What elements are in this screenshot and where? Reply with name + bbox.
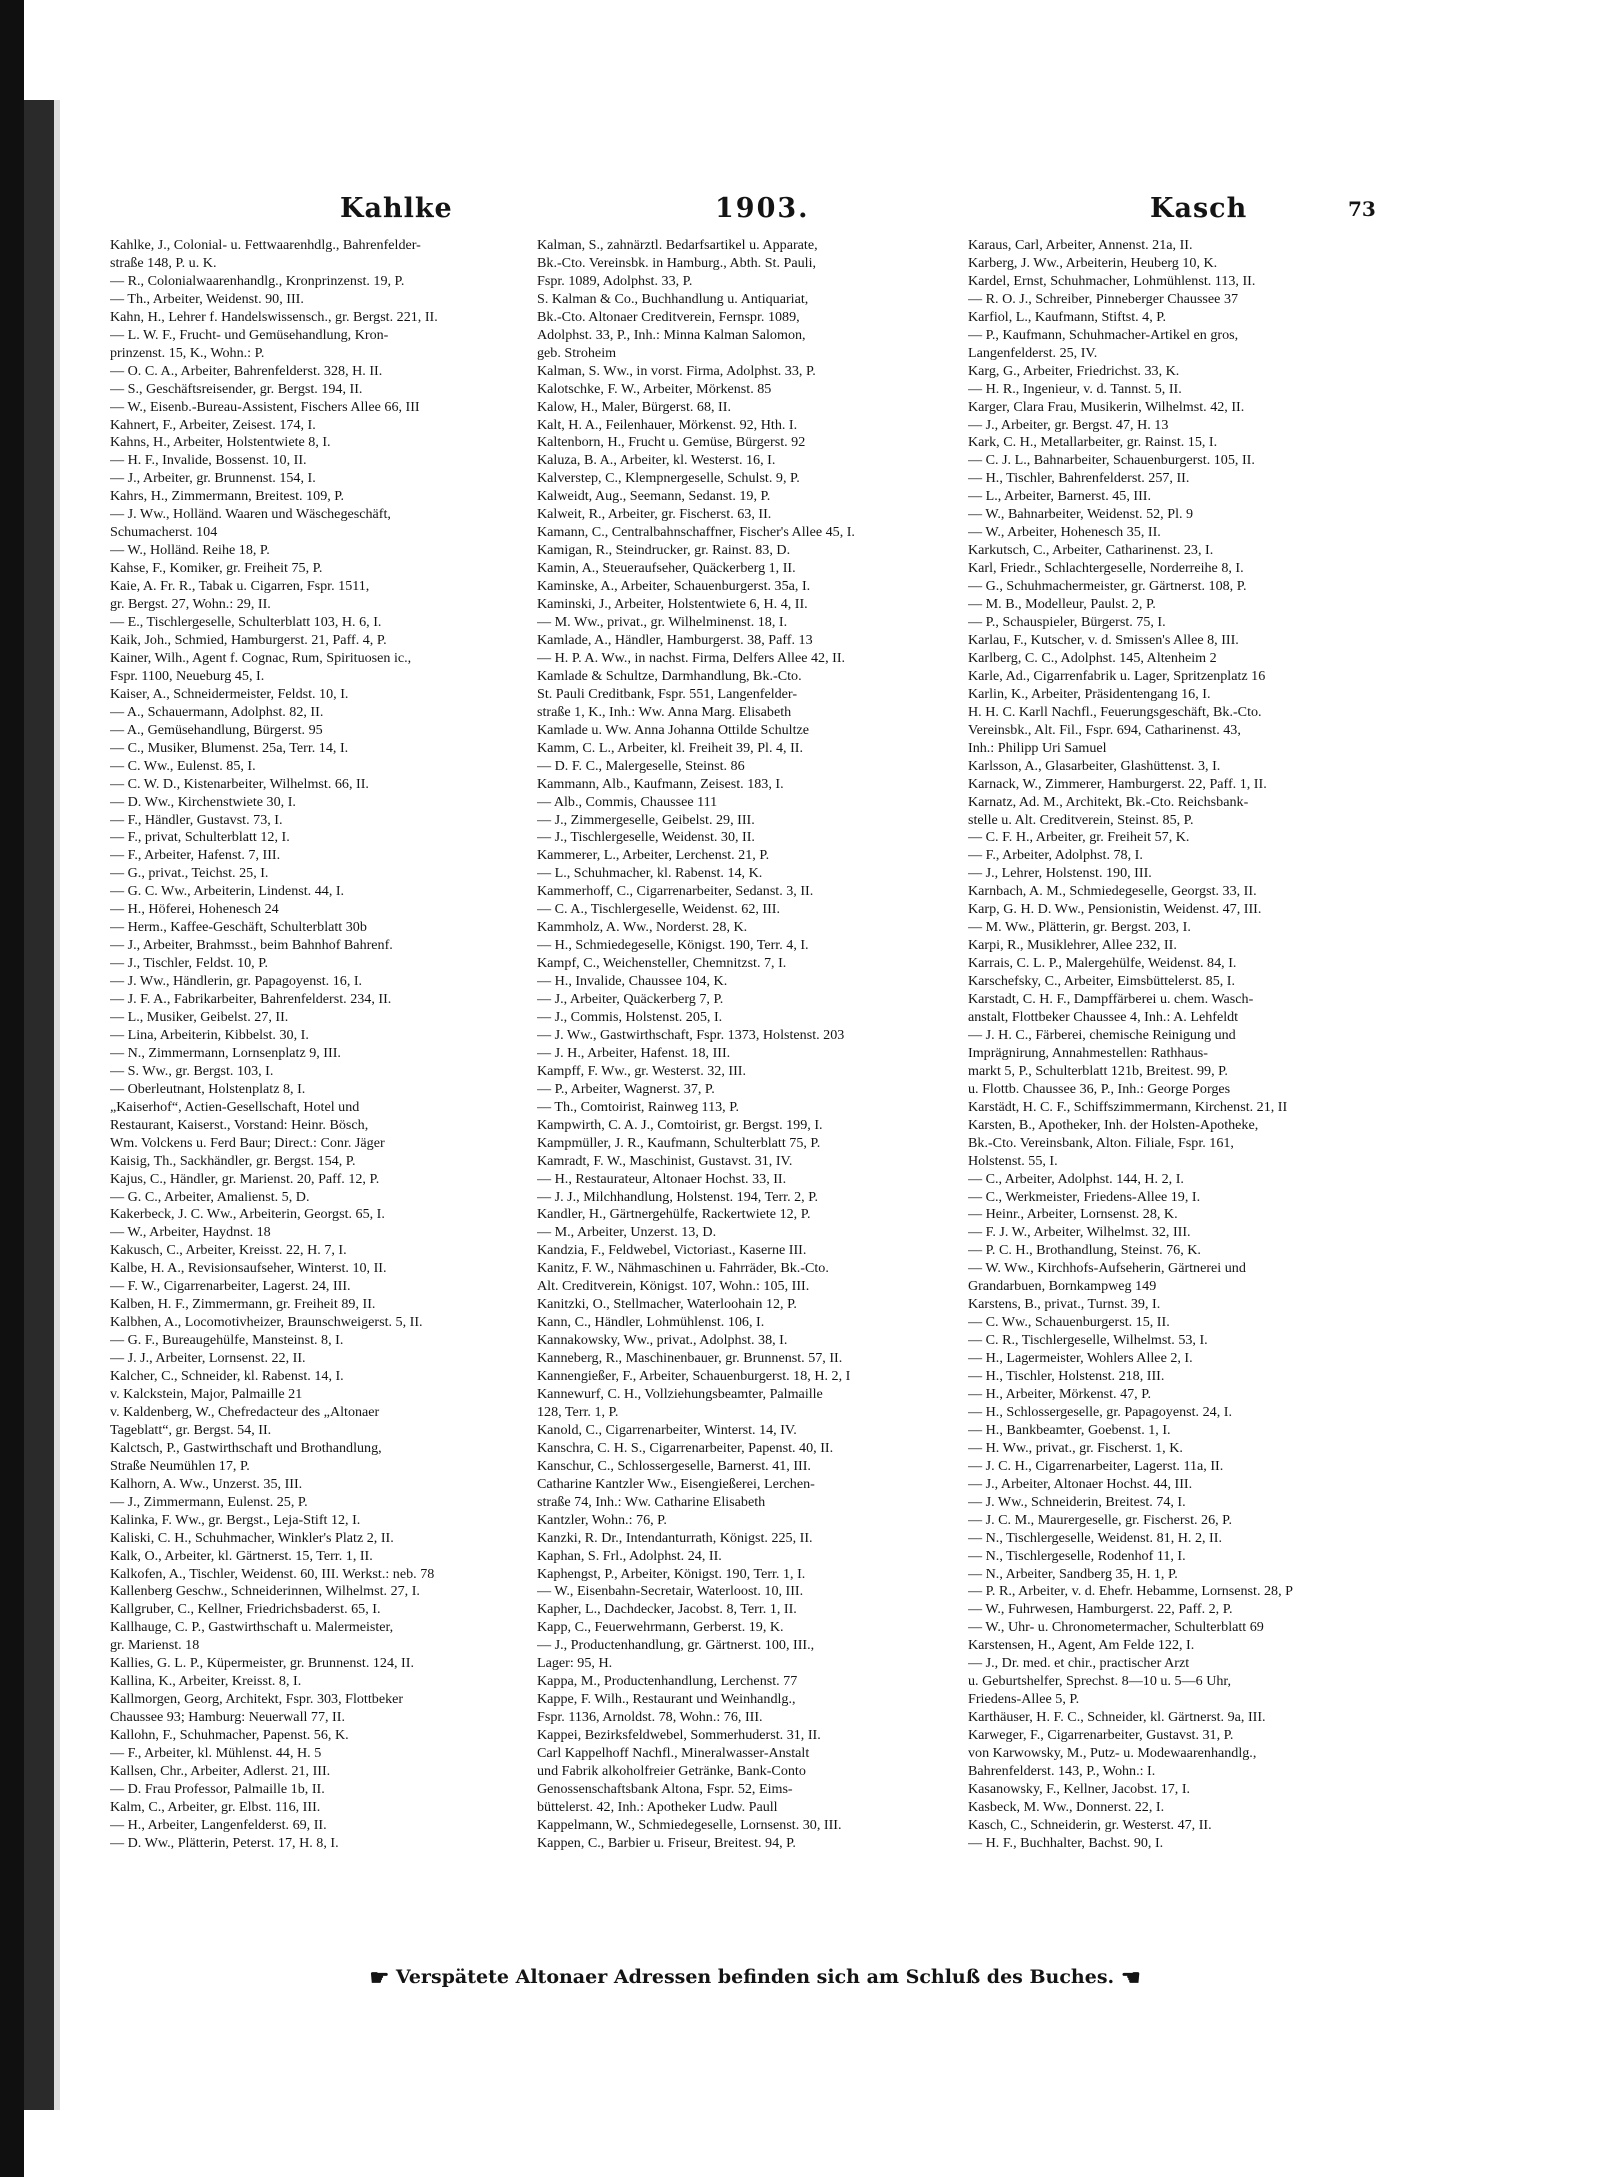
directory-entry-line: — A., Schauermann, Adolphst. 82, II. bbox=[110, 703, 324, 720]
directory-entry-line: — Oberleutnant, Holstenplatz 8, I. bbox=[110, 1080, 306, 1097]
directory-entry-line: Bahrenfelderst. 143, P., Wohn.: I. bbox=[968, 1763, 1156, 1780]
directory-entry-line: — H., Lagermeister, Wohlers Allee 2, I. bbox=[968, 1350, 1193, 1367]
directory-entry-line: — H., Schmiedegeselle, Königst. 190, Terr. 4, I. bbox=[537, 937, 809, 954]
directory-entry-line: — F., privat, Schulterblatt 12, I. bbox=[110, 829, 290, 846]
directory-entry-line: Kaphengst, P., Arbeiter, Königst. 190, Terr. 1, I. bbox=[537, 1565, 806, 1582]
footer-notice: Verspätete Altonaer Adressen befinden sich am Schluß des Buches. bbox=[395, 1966, 1115, 1988]
directory-entry-line: Karkutsch, C., Arbeiter, Catharinenst. 23, I. bbox=[968, 542, 1214, 559]
directory-entry-line: — H., Tischler, Holstenst. 218, III. bbox=[968, 1368, 1165, 1385]
directory-entry-line: anstalt, Flottbeker Chaussee 4, Inh.: A. Lehfeldt bbox=[968, 1008, 1239, 1025]
directory-entry-line: — H., Invalide, Chaussee 104, K. bbox=[537, 973, 728, 990]
directory-entry-line: — J., Zimmermann, Eulenst. 25, P. bbox=[110, 1493, 308, 1510]
directory-entry-line: — C., Arbeiter, Adolphst. 144, H. 2, I. bbox=[968, 1170, 1184, 1187]
directory-entry-line: u. Geburtshelfer, Sprechst. 8—10 u. 5—6 Uhr, bbox=[968, 1673, 1232, 1690]
directory-entry-line: straße 1, K., Inh.: Ww. Anna Marg. Elisabeth bbox=[537, 703, 792, 720]
directory-entry-line: — J., Tischlergeselle, Weidenst. 30, II. bbox=[537, 829, 755, 846]
directory-entry-line: Kamlade, A., Händler, Hamburgerst. 38, Paff. 13 bbox=[537, 631, 813, 648]
directory-entry-line: Karp, G. H. D. Ww., Pensionistin, Weidenst. 47, III. bbox=[968, 901, 1262, 918]
directory-entry-line: straße 74, Inh.: Ww. Catharine Elisabeth bbox=[537, 1493, 766, 1510]
directory-entry-line: — J. H. C., Färberei, chemische Reinigung und bbox=[968, 1026, 1236, 1043]
column-left bbox=[110, 237, 520, 1853]
directory-entry-line: Kaisig, Th., Sackhändler, gr. Bergst. 154, P. bbox=[110, 1152, 356, 1169]
directory-entry-line: — H., Arbeiter, Mörkenst. 47, P. bbox=[968, 1386, 1152, 1402]
directory-entry-line: Kaiser, A., Schneidermeister, Feldst. 10, I. bbox=[110, 685, 349, 702]
directory-entry-line: Kalkofen, A., Tischler, Weidenst. 60, III. Werkst.: neb. 78 bbox=[110, 1565, 435, 1582]
directory-entry-line: Kapp, C., Feuerwehrmann, Gerberst. 19, K. bbox=[537, 1619, 784, 1636]
directory-entry-line: — H., Bankbeamter, Goebenst. 1, I. bbox=[968, 1421, 1171, 1438]
directory-entry-line: Karnatz, Ad. M., Architekt, Bk.-Cto. Reichsbank- bbox=[968, 793, 1249, 810]
directory-entry-line: — F., Arbeiter, kl. Mühlenst. 44, H. 5 bbox=[110, 1745, 322, 1762]
directory-entry-line: v. Kalckstein, Major, Palmaille 21 bbox=[110, 1386, 303, 1402]
directory-entry-line: — J. J., Arbeiter, Lornsenst. 22, II. bbox=[110, 1350, 306, 1367]
directory-entry-line: Kammann, Alb., Kaufmann, Zeisest. 183, I. bbox=[537, 775, 784, 792]
directory-entry-line: — D. Ww., Kirchenstwiete 30, I. bbox=[110, 793, 296, 810]
directory-entry-line: — D. Ww., Plätterin, Peterst. 17, H. 8, I. bbox=[110, 1834, 339, 1851]
directory-entry-line: — N., Arbeiter, Sandberg 35, H. 1, P. bbox=[968, 1565, 1178, 1582]
directory-entry-line: — J., Zimmergeselle, Geibelst. 29, III. bbox=[537, 811, 755, 828]
directory-entry-line: Kamlade u. Ww. Anna Johanna Ottilde Schultze bbox=[537, 721, 810, 738]
directory-entry-line: — J. Ww., Händlerin, gr. Papagoyenst. 16, I. bbox=[110, 973, 363, 990]
directory-entry-line: Restaurant, Kaiserst., Vorstand: Heinr. Bösch, bbox=[110, 1116, 369, 1133]
directory-entry-line: Kahnert, F., Arbeiter, Zeisest. 174, I. bbox=[110, 416, 316, 433]
directory-entry-line: Kammerer, L., Arbeiter, Lerchenst. 21, P. bbox=[537, 847, 770, 864]
directory-entry-line: Adolphst. 33, P., Inh.: Minna Kalman Salomon, bbox=[537, 326, 806, 343]
directory-entry-line: 128, Terr. 1, P. bbox=[537, 1403, 619, 1420]
directory-entry-line: — G. C. Ww., Arbeiterin, Lindenst. 44, I. bbox=[110, 883, 345, 900]
directory-entry-line: Kallmorgen, Georg, Architekt, Fspr. 303, Flottbeker bbox=[110, 1691, 404, 1708]
directory-entry-line: prinzenst. 15, K., Wohn.: P. bbox=[110, 344, 265, 361]
directory-entry-line: „Kaiserhof“, Actien-Gesellschaft, Hotel und bbox=[110, 1098, 360, 1115]
directory-entry-line: — L., Musiker, Geibelst. 27, II. bbox=[110, 1008, 289, 1025]
directory-entry-line: — H. R., Ingenieur, v. d. Tannst. 5, II. bbox=[968, 380, 1182, 397]
directory-entry-line: Kannewurf, C. H., Vollziehungsbeamter, Palmaille bbox=[537, 1386, 823, 1402]
directory-entry-line: Kalverstep, C., Klempnergeselle, Schulst. 9, P. bbox=[537, 470, 800, 487]
directory-entry-line: Kalcher, C., Schneider, kl. Rabenst. 14, I. bbox=[110, 1368, 344, 1385]
directory-entry-line: Karberg, J. Ww., Arbeiterin, Heuberg 10, K. bbox=[968, 254, 1218, 271]
directory-entry-line: Kallhauge, C. P., Gastwirthschaft u. Malermeister, bbox=[110, 1619, 394, 1636]
directory-entry-line: Karschefsky, C., Arbeiter, Eimsbüttelerst. 85, I. bbox=[968, 973, 1236, 990]
directory-entry-line: Kalbe, H. A., Revisionsaufseher, Winterst. 10, II. bbox=[110, 1260, 387, 1277]
directory-entry-line: — J. H., Arbeiter, Hafenst. 18, III. bbox=[537, 1044, 731, 1061]
directory-entry-line: Bk.-Cto. Altonaer Creditverein, Fernspr. 1089, bbox=[537, 308, 800, 325]
directory-entry-line: Inh.: Philipp Uri Samuel bbox=[968, 739, 1107, 756]
directory-entry-line: — C. R., Tischlergeselle, Wilhelmst. 53, I. bbox=[968, 1332, 1208, 1349]
directory-entry-line: Lager: 95, H. bbox=[537, 1655, 613, 1672]
directory-entry-line: Karle, Ad., Cigarrenfabrik u. Lager, Spritzenplatz 16 bbox=[968, 667, 1266, 684]
directory-entry-line: Kammholz, A. Ww., Norderst. 28, K. bbox=[537, 919, 748, 936]
directory-entry-line: Kanitz, F. W., Nähmaschinen u. Fahrräder, Bk.-Cto. bbox=[537, 1260, 829, 1277]
directory-entry-line: Friedens-Allee 5, P. bbox=[968, 1691, 1080, 1708]
scan-edge bbox=[0, 0, 24, 2177]
directory-entry-line: Kallina, K., Arbeiter, Kreisst. 8, I. bbox=[110, 1673, 302, 1690]
directory-entry-line: Kampf, C., Weichensteller, Chemnitzst. 7, I. bbox=[537, 955, 787, 972]
directory-entry-line: Kanzki, R. Dr., Intendanturrath, Königst. 225, II. bbox=[537, 1529, 813, 1546]
directory-entry-line: Kampwirth, C. A. J., Comtoirist, gr. Bergst. 199, I. bbox=[537, 1116, 823, 1133]
directory-entry-line: Karlsson, A., Glasarbeiter, Glashüttenst. 3, I. bbox=[968, 757, 1221, 774]
directory-entry-line: Karaus, Carl, Arbeiter, Annenst. 21a, II. bbox=[968, 237, 1193, 253]
directory-entry-line: — J. J., Milchhandlung, Holstenst. 194, Terr. 2, P. bbox=[537, 1188, 819, 1205]
directory-entry-line: — O. C. A., Arbeiter, Bahrenfelderst. 328, H. II. bbox=[110, 362, 383, 379]
directory-entry-line: Kalweidt, Aug., Seemann, Sedanst. 19, P. bbox=[537, 488, 771, 505]
directory-entry-line: Kapher, L., Dachdecker, Jacobst. 8, Terr. 1, II. bbox=[537, 1601, 797, 1618]
directory-entry-line: Kanschra, C. H. S., Cigarrenarbeiter, Papenst. 40, II. bbox=[537, 1439, 834, 1456]
directory-entry-line: Karweger, F., Cigarrenarbeiter, Gustavst. 31, P. bbox=[968, 1727, 1234, 1744]
directory-entry-line: gr. Bergst. 27, Wohn.: 29, II. bbox=[110, 596, 271, 613]
directory-entry-line: Vereinsbk., Alt. Fil., Fspr. 694, Catharinenst. 43, bbox=[968, 721, 1241, 738]
directory-entry-line: Kamigan, R., Steindrucker, gr. Rainst. 83, D. bbox=[537, 542, 791, 559]
directory-entry-line: Kahse, F., Komiker, gr. Freiheit 75, P. bbox=[110, 560, 323, 577]
directory-page bbox=[110, 165, 1400, 2065]
directory-entry-line: — R. O. J., Schreiber, Pinneberger Chaussee 37 bbox=[968, 290, 1239, 307]
directory-entry-line: Bk.-Cto. Vereinsbk. in Hamburg., Abth. St. Pauli, bbox=[537, 254, 817, 271]
directory-entry-line: Straße Neumühlen 17, P. bbox=[110, 1457, 250, 1474]
directory-entry-line: Kasbeck, M. Ww., Donnerst. 22, I. bbox=[968, 1798, 1165, 1815]
directory-entry-line: Kasanowsky, F., Kellner, Jacobst. 17, I. bbox=[968, 1780, 1191, 1797]
directory-entry-line: Kalben, H. F., Zimmermann, gr. Freiheit 89, II. bbox=[110, 1296, 376, 1313]
directory-entry-line: — J., Dr. med. et chir., practischer Arzt bbox=[968, 1655, 1190, 1672]
directory-entry-line: — W., Arbeiter, Hohenesch 35, II. bbox=[968, 524, 1161, 541]
directory-entry-line: Karstädt, H. C. F., Schiffszimmermann, Kirchenst. 21, II bbox=[968, 1098, 1288, 1115]
directory-entry-line: Tageblatt“, gr. Bergst. 54, II. bbox=[110, 1421, 272, 1438]
directory-entry-line: Karpi, R., Musiklehrer, Allee 232, II. bbox=[968, 937, 1177, 954]
directory-entry-line: — J., Arbeiter, gr. Bergst. 47, H. 13 bbox=[968, 416, 1169, 433]
directory-entry-line: — G., privat., Teichst. 25, I. bbox=[110, 865, 269, 882]
directory-entry-line: Kaie, A. Fr. R., Tabak u. Cigarren, Fspr. 1511, bbox=[110, 578, 370, 595]
directory-entry-line: gr. Marienst. 18 bbox=[110, 1637, 200, 1654]
directory-entry-line: — C. Ww., Schauenburgerst. 15, II. bbox=[968, 1314, 1170, 1331]
directory-entry-line: — Alb., Commis, Chaussee 111 bbox=[537, 793, 718, 810]
directory-entry-line: — J., Arbeiter, Altonaer Hochst. 44, III. bbox=[968, 1475, 1193, 1492]
header-year: 1903. bbox=[715, 193, 810, 224]
directory-entry-line: — P., Kaufmann, Schuhmacher-Artikel en gros, bbox=[968, 326, 1239, 343]
directory-entry-line: — Heinr., Arbeiter, Lornsenst. 28, K. bbox=[968, 1206, 1178, 1223]
directory-entry-line: Kaliski, C. H., Schuhmacher, Winkler's Platz 2, II. bbox=[110, 1529, 394, 1546]
directory-entry-line: Kardel, Ernst, Schuhmacher, Lohmühlenst. 113, II. bbox=[968, 272, 1256, 289]
directory-entry-line: — Lina, Arbeiterin, Kibbelst. 30, I. bbox=[110, 1026, 309, 1043]
directory-entry-line: — Herm., Kaffee-Geschäft, Schulterblatt 30b bbox=[110, 919, 367, 936]
directory-entry-line: — F. W., Cigarrenarbeiter, Lagerst. 24, III. bbox=[110, 1278, 351, 1295]
directory-entry-line: — S., Geschäftsreisender, gr. Bergst. 194, II. bbox=[110, 380, 363, 397]
directory-entry-line: St. Pauli Creditbank, Fspr. 551, Langenfelder- bbox=[537, 685, 798, 702]
directory-entry-line: Kallgruber, C., Kellner, Friedrichsbaderst. 65, I. bbox=[110, 1601, 381, 1618]
directory-entry-line: — F., Händler, Gustavst. 73, I. bbox=[110, 811, 283, 828]
header-last-name: Kasch bbox=[1150, 193, 1248, 224]
directory-entry-line: — F. J. W., Arbeiter, Wilhelmst. 32, III. bbox=[968, 1224, 1191, 1241]
page-spine bbox=[54, 100, 60, 2110]
directory-entry-line: Kaluza, B. A., Arbeiter, kl. Westerst. 16, I. bbox=[537, 452, 776, 469]
directory-entry-line: — J. Ww., Holländ. Waaren und Wäschegeschäft, bbox=[110, 506, 391, 523]
directory-entry-line: — C., Musiker, Blumenst. 25a, Terr. 14, I. bbox=[110, 739, 349, 756]
directory-entry-line: geb. Stroheim bbox=[537, 344, 617, 361]
directory-entry-line: Wm. Volckens u. Ferd Baur; Direct.: Conr. Jäger bbox=[110, 1134, 385, 1151]
directory-entry-line: — H. P. A. Ww., in nachst. Firma, Delfers Allee 42, II. bbox=[537, 649, 846, 666]
directory-entry-line: — W., Eisenbahn-Secretair, Waterloost. 10, III. bbox=[537, 1583, 804, 1600]
directory-entry-line: Kahns, H., Arbeiter, Holstentwiete 8, I. bbox=[110, 434, 331, 451]
directory-entry-line: — P., Schauspieler, Bürgerst. 75, I. bbox=[968, 614, 1166, 631]
directory-entry-line: Kalt, H. A., Feilenhauer, Mörkenst. 92, Hth. I. bbox=[537, 416, 798, 433]
directory-entry-line: — D. F. C., Malergeselle, Steinst. 86 bbox=[537, 757, 745, 774]
directory-entry-line: Kanschur, C., Schlossergeselle, Barnerst. 41, III. bbox=[537, 1457, 811, 1474]
directory-entry-line: Fspr. 1136, Arnoldst. 78, Wohn.: 76, III. bbox=[537, 1709, 763, 1726]
directory-entry-line: — C., Werkmeister, Friedens-Allee 19, I. bbox=[968, 1188, 1201, 1205]
directory-entry-line: Genossenschaftsbank Altona, Fspr. 52, Eims- bbox=[537, 1780, 793, 1797]
directory-entry-line: Kahlke, J., Colonial- u. Fettwaarenhdlg., Bahrenfelder- bbox=[110, 237, 421, 253]
directory-entry-line: Kappa, M., Productenhandlung, Lerchenst. 77 bbox=[537, 1673, 798, 1690]
directory-entry-line: Kantzler, Wohn.: 76, P. bbox=[537, 1511, 667, 1528]
directory-entry-line: Kahn, H., Lehrer f. Handelswissensch., gr. Bergst. 221, II. bbox=[110, 308, 438, 325]
directory-entry-line: — C. A., Tischlergeselle, Weidenst. 62, III. bbox=[537, 901, 781, 918]
directory-entry-line: — J. C. M., Maurergeselle, gr. Fischerst. 26, P. bbox=[968, 1511, 1232, 1528]
directory-entry-line: Kalk, O., Arbeiter, kl. Gärtnerst. 15, Terr. 1, II. bbox=[110, 1547, 373, 1564]
directory-entry-line: — H., Arbeiter, Langenfelderst. 69, II. bbox=[110, 1816, 327, 1833]
column-right bbox=[968, 237, 1378, 1853]
directory-entry-line: Kann, C., Händler, Lohmühlenst. 106, I. bbox=[537, 1314, 765, 1331]
directory-entry-line: — J. Ww., Schneiderin, Breitest. 74, I. bbox=[968, 1493, 1186, 1510]
directory-entry-line: Kalman, S., zahnärztl. Bedarfsartikel u. Apparate, bbox=[537, 237, 818, 253]
directory-entry-line: — Th., Arbeiter, Weidenst. 90, III. bbox=[110, 290, 304, 307]
directory-entry-line: — H. F., Buchhalter, Bachst. 90, I. bbox=[968, 1834, 1164, 1851]
directory-entry-line: Holstenst. 55, I. bbox=[968, 1152, 1058, 1169]
directory-entry-line: — L., Arbeiter, Barnerst. 45, III. bbox=[968, 488, 1151, 505]
directory-entry-line: Kakerbeck, J. C. Ww., Arbeiterin, Georgst. 65, I. bbox=[110, 1206, 385, 1223]
directory-entry-line: Catharine Kantzler Ww., Eisengießerei, Lerchen- bbox=[537, 1475, 815, 1492]
directory-entry-line: — H., Tischler, Bahrenfelderst. 257, II. bbox=[968, 470, 1190, 487]
directory-entry-line: — H., Höferei, Hohenesch 24 bbox=[110, 901, 279, 918]
directory-entry-line: — E., Tischlergeselle, Schulterblatt 103, H. 6, I. bbox=[110, 614, 382, 631]
directory-entry-line: S. Kalman & Co., Buchhandlung u. Antiquariat, bbox=[537, 290, 809, 307]
directory-entry-line: — J., Tischler, Feldst. 10, P. bbox=[110, 955, 269, 972]
directory-entry-line: Karstens, B., privat., Turnst. 39, I. bbox=[968, 1296, 1161, 1313]
directory-entry-line: Karger, Clara Frau, Musikerin, Wilhelmst. 42, II. bbox=[968, 398, 1245, 415]
directory-entry-line: Karstadt, C. H. F., Dampffärberei u. chem. Wasch- bbox=[968, 991, 1254, 1008]
directory-entry-line: büttelerst. 42, Inh.: Apotheker Ludw. Paull bbox=[537, 1798, 778, 1815]
directory-entry-line: H. H. C. Karll Nachfl., Feuerungsgeschäft, Bk.-Cto. bbox=[968, 703, 1262, 720]
directory-entry-line: Kanneberg, R., Maschinenbauer, gr. Brunnenst. 57, II. bbox=[537, 1350, 843, 1367]
directory-entry-line: — H. Ww., privat., gr. Fischerst. 1, K. bbox=[968, 1439, 1183, 1456]
directory-entry-line: Kalinka, F. Ww., gr. Bergst., Leja-Stift 12, I. bbox=[110, 1511, 361, 1528]
directory-entry-line: — L., Schuhmacher, kl. Rabenst. 14, K. bbox=[537, 865, 763, 882]
directory-entry-line: — P., Arbeiter, Wagnerst. 37, P. bbox=[537, 1080, 715, 1097]
directory-entry-line: — C. W. D., Kistenarbeiter, Wilhelmst. 66, II. bbox=[110, 775, 369, 792]
directory-entry-line: — C. F. H., Arbeiter, gr. Freiheit 57, K. bbox=[968, 829, 1190, 846]
directory-entry-line: Kallsen, Chr., Arbeiter, Adlerst. 21, III. bbox=[110, 1763, 331, 1780]
directory-entry-line: Kalhorn, A. Ww., Unzerst. 35, III. bbox=[110, 1475, 303, 1492]
directory-entry-line: und Fabrik alkoholfreier Getränke, Bank-Conto bbox=[537, 1763, 806, 1780]
directory-entry-line: Kalweit, R., Arbeiter, gr. Fischerst. 63, II. bbox=[537, 506, 772, 523]
directory-entry-line: Kark, C. H., Metallarbeiter, gr. Rainst. 15, I. bbox=[968, 434, 1218, 451]
directory-entry-line: — J., Commis, Holstenst. 205, I. bbox=[537, 1008, 723, 1025]
directory-entry-line: Karfiol, L., Kaufmann, Stiftst. 4, P. bbox=[968, 308, 1167, 325]
directory-entry-line: Kannakowsky, Ww., privat., Adolphst. 38, I. bbox=[537, 1332, 788, 1349]
directory-entry-line: Kalbhen, A., Locomotivheizer, Braunschweigerst. 5, II. bbox=[110, 1314, 423, 1331]
directory-entry-line: Kaik, Joh., Schmied, Hamburgerst. 21, Paff. 4, P. bbox=[110, 631, 387, 648]
directory-entry-line: — J., Arbeiter, Quäckerberg 7, P. bbox=[537, 991, 724, 1008]
directory-entry-line: markt 5, P., Schulterblatt 121b, Breitest. 99, P. bbox=[968, 1062, 1228, 1079]
directory-entry-line: Grandarbuen, Bornkampweg 149 bbox=[968, 1278, 1157, 1295]
directory-entry-line: — A., Gemüsehandlung, Bürgerst. 95 bbox=[110, 721, 323, 738]
directory-entry-line: Kappe, F. Wilh., Restaurant und Weinhandlg., bbox=[537, 1691, 796, 1708]
directory-entry-line: Kalctsch, P., Gastwirthschaft und Brothandlung, bbox=[110, 1439, 382, 1456]
directory-entry-line: Karthäuser, H. F. C., Schneider, kl. Gärtnerst. 9a, III. bbox=[968, 1709, 1266, 1726]
directory-entry-line: Kammerhoff, C., Cigarrenarbeiter, Sedanst. 3, II. bbox=[537, 883, 814, 900]
directory-entry-line: — W. Ww., Kirchhofs-Aufseherin, Gärtnerei und bbox=[968, 1260, 1246, 1277]
directory-entry-line: Bk.-Cto. Vereinsbank, Alton. Filiale, Fspr. 161, bbox=[968, 1134, 1234, 1151]
directory-entry-line: Kaltenborn, H., Frucht u. Gemüse, Bürgerst. 92 bbox=[537, 434, 806, 451]
directory-entry-line: Kannengießer, F., Arbeiter, Schauenburgerst. 18, H. 2, I bbox=[537, 1368, 851, 1385]
directory-entry-line: Kamlade & Schultze, Darmhandlung, Bk.-Cto. bbox=[537, 667, 802, 684]
directory-entry-line: — S. Ww., gr. Bergst. 103, I. bbox=[110, 1062, 274, 1079]
directory-entry-line: — H., Restaurateur, Altonaer Hochst. 33, II. bbox=[537, 1170, 787, 1187]
directory-entry-line: Kandzia, F., Feldwebel, Victoriast., Kaserne III. bbox=[537, 1242, 807, 1259]
directory-entry-line: — M. Ww., Plätterin, gr. Bergst. 203, I. bbox=[968, 919, 1191, 936]
pointing-hand-left-icon: ☛ bbox=[1120, 1965, 1141, 1991]
directory-entry-line: Karg, G., Arbeiter, Friedrichst. 33, K. bbox=[968, 362, 1180, 379]
directory-entry-line: Schumacherst. 104 bbox=[110, 524, 218, 541]
directory-entry-line: Karnbach, A. M., Schmiedegeselle, Georgst. 33, II. bbox=[968, 883, 1257, 900]
directory-entry-line: Fspr. 1100, Neueburg 45, I. bbox=[110, 667, 265, 684]
page-header bbox=[110, 193, 1400, 233]
directory-entry-line: straße 148, P. u. K. bbox=[110, 254, 217, 271]
directory-entry-line: Kappelmann, W., Schmiedegeselle, Lornsenst. 30, III. bbox=[537, 1816, 842, 1833]
directory-entry-line: Kamin, A., Steueraufseher, Quäckerberg 1, II. bbox=[537, 560, 796, 577]
directory-entry-line: — J. C. H., Cigarrenarbeiter, Lagerst. 11a, II. bbox=[968, 1457, 1224, 1474]
directory-entry-line: — C. J. L., Bahnarbeiter, Schauenburgerst. 105, II. bbox=[968, 452, 1255, 469]
directory-entry-line: — M. B., Modelleur, Paulst. 2, P. bbox=[968, 596, 1156, 613]
directory-entry-line: Kainer, Wilh., Agent f. Cognac, Rum, Spirituosen ic., bbox=[110, 649, 412, 666]
directory-entry-line: von Karwowsky, M., Putz- u. Modewaarenhandlg., bbox=[968, 1745, 1257, 1762]
directory-entry-line: Kandler, H., Gärtnergehülfe, Rackertwiete 12, P. bbox=[537, 1206, 811, 1223]
page-number: 73 bbox=[1348, 197, 1376, 221]
directory-entry-line: — N., Tischlergeselle, Weidenst. 81, H. 2, II. bbox=[968, 1529, 1222, 1546]
directory-entry-line: Karlau, F., Kutscher, v. d. Smissen's Allee 8, III. bbox=[968, 631, 1239, 648]
directory-entry-line: Kanold, C., Cigarrenarbeiter, Winterst. 14, IV. bbox=[537, 1421, 797, 1438]
directory-entry-line: Karstensen, H., Agent, Am Felde 122, I. bbox=[968, 1637, 1195, 1654]
directory-entry-line: — W., Fuhrwesen, Hamburgerst. 22, Paff. 2, P. bbox=[968, 1601, 1233, 1618]
directory-entry-line: Kallohn, F., Schuhmacher, Papenst. 56, K. bbox=[110, 1727, 349, 1744]
directory-entry-line: Imprägnirung, Annahmestellen: Rathhaus- bbox=[968, 1044, 1208, 1061]
directory-entry-line: Karnack, W., Zimmerer, Hamburgerst. 22, Paff. 1, II. bbox=[968, 775, 1267, 792]
directory-entry-line: — P. C. H., Brothandlung, Steinst. 76, K. bbox=[968, 1242, 1201, 1259]
directory-entry-line: v. Kaldenberg, W., Chefredacteur des „Altonaer bbox=[110, 1403, 380, 1420]
pointing-hand-right-icon: ☛ bbox=[369, 1965, 390, 1991]
directory-entry-line: Kamm, C. L., Arbeiter, kl. Freiheit 39, Pl. 4, II. bbox=[537, 739, 804, 756]
directory-entry-line: Kaminski, J., Arbeiter, Holstentwiete 6, H. 4, II. bbox=[537, 596, 808, 613]
directory-entry-line: Karsten, B., Apotheker, Inh. der Holsten-Apotheke, bbox=[968, 1116, 1259, 1133]
directory-entry-line: Kasch, C., Schneiderin, gr. Westerst. 47, II. bbox=[968, 1816, 1212, 1833]
directory-entry-line: — R., Colonialwaarenhandlg., Kronprinzenst. 19, P. bbox=[110, 272, 405, 289]
directory-entry-line: Carl Kappelhoff Nachfl., Mineralwasser-Anstalt bbox=[537, 1745, 810, 1762]
directory-entry-line: — W., Bahnarbeiter, Weidenst. 52, Pl. 9 bbox=[968, 506, 1194, 523]
directory-entry-line: Kallies, G. L. P., Küpermeister, gr. Brunnenst. 124, II. bbox=[110, 1655, 414, 1672]
directory-entry-line: Kalow, H., Maler, Bürgerst. 68, II. bbox=[537, 398, 731, 415]
previous-page-edge bbox=[24, 100, 54, 2110]
directory-entry-line: — N., Zimmermann, Lornsenplatz 9, III. bbox=[110, 1044, 341, 1061]
directory-entry-line: Kajus, C., Händler, gr. Marienst. 20, Paff. 12, P. bbox=[110, 1170, 380, 1187]
directory-entry-line: Kahrs, H., Zimmermann, Breitest. 109, P. bbox=[110, 488, 345, 505]
directory-entry-line: Kakusch, C., Arbeiter, Kreisst. 22, H. 7, I. bbox=[110, 1242, 347, 1259]
directory-entry-line: Kappei, Bezirksfeldwebel, Sommerhuderst. 31, II. bbox=[537, 1727, 821, 1744]
directory-entry-line: — C. Ww., Eulenst. 85, I. bbox=[110, 757, 256, 774]
directory-entry-line: Karlberg, C. C., Adolphst. 145, Altenheim 2 bbox=[968, 649, 1217, 666]
directory-entry-line: u. Flottb. Chaussee 36, P., Inh.: George Porges bbox=[968, 1080, 1231, 1097]
directory-entry-line: — L. W. F., Frucht- und Gemüsehandlung, Kron- bbox=[110, 326, 389, 343]
directory-entry-line: — J. Ww., Gastwirthschaft, Fspr. 1373, Holstenst. 203 bbox=[537, 1026, 845, 1043]
directory-entry-line: — P. R., Arbeiter, v. d. Ehefr. Hebamme, Lornsenst. 28, P bbox=[968, 1583, 1293, 1600]
directory-entry-line: — J., Lehrer, Holstenst. 190, III. bbox=[968, 865, 1152, 882]
directory-entry-line: — Th., Comtoirist, Rainweg 113, P. bbox=[537, 1098, 740, 1115]
directory-entry-line: Karlin, K., Arbeiter, Präsidentengang 16, I. bbox=[968, 685, 1211, 702]
directory-entry-line: — W., Holländ. Reihe 18, P. bbox=[110, 542, 270, 559]
directory-entry-line: Kalman, S. Ww., in vorst. Firma, Adolphst. 33, P. bbox=[537, 362, 816, 379]
page-footer bbox=[110, 1965, 1400, 1991]
directory-entry-line: Kaminske, A., Arbeiter, Schauenburgerst. 35a, I. bbox=[537, 578, 811, 595]
directory-entry-line: — M., Arbeiter, Unzerst. 13, D. bbox=[537, 1224, 717, 1241]
directory-entry-line: Kamradt, F. W., Maschinist, Gustavst. 31, IV. bbox=[537, 1152, 793, 1169]
directory-entry-line: — M. Ww., privat., gr. Wilhelminenst. 18, I. bbox=[537, 614, 788, 631]
directory-entry-line: — F., Arbeiter, Adolphst. 78, I. bbox=[968, 847, 1143, 864]
directory-entry-line: — W., Uhr- u. Chronometermacher, Schulterblatt 69 bbox=[968, 1619, 1264, 1636]
directory-entry-line: — G., Schuhmachermeister, gr. Gärtnerst. 108, P. bbox=[968, 578, 1247, 595]
directory-entry-line: Kappen, C., Barbier u. Friseur, Breitest. 94, P. bbox=[537, 1834, 796, 1851]
directory-entry-line: — J., Productenhandlung, gr. Gärtnerst. 100, III., bbox=[537, 1637, 815, 1654]
directory-entry-line: — G. F., Bureaugehülfe, Mansteinst. 8, I. bbox=[110, 1332, 344, 1349]
directory-entry-line: Fspr. 1089, Adolphst. 33, P. bbox=[537, 272, 693, 289]
directory-entry-line: — F., Arbeiter, Hafenst. 7, III. bbox=[110, 847, 281, 864]
directory-entry-line: — J., Arbeiter, Brahmsst., beim Bahnhof Bahrenf. bbox=[110, 937, 393, 954]
directory-entry-line: — W., Arbeiter, Haydnst. 18 bbox=[110, 1224, 271, 1241]
directory-entry-line: Kampff, F. Ww., gr. Westerst. 32, III. bbox=[537, 1062, 746, 1079]
directory-entry-line: Alt. Creditverein, Königst. 107, Wohn.: 105, III. bbox=[537, 1278, 810, 1295]
directory-entry-line: — H., Schlossergeselle, gr. Papagoyenst. 24, I. bbox=[968, 1403, 1232, 1420]
header-first-name: Kahlke bbox=[340, 193, 453, 224]
directory-entry-line: Kamann, C., Centralbahnschaffner, Fischer's Allee 45, I. bbox=[537, 524, 855, 541]
directory-entry-line: — J. F. A., Fabrikarbeiter, Bahrenfelderst. 234, II. bbox=[110, 991, 392, 1008]
directory-entry-line: Langenfelderst. 25, IV. bbox=[968, 344, 1098, 361]
directory-entry-line: — G. C., Arbeiter, Amalienst. 5, D. bbox=[110, 1188, 310, 1205]
directory-entry-line: Kalotschke, F. W., Arbeiter, Mörkenst. 85 bbox=[537, 380, 772, 397]
directory-entry-line: Kalm, C., Arbeiter, gr. Elbst. 116, III. bbox=[110, 1798, 321, 1815]
directory-entry-line: Chaussee 93; Hamburg: Neuerwall 77, II. bbox=[110, 1709, 345, 1726]
directory-entry-line: Kallenberg Geschw., Schneiderinnen, Wilhelmst. 27, I. bbox=[110, 1583, 420, 1600]
directory-entry-line: Kampmüller, J. R., Kaufmann, Schulterblatt 75, P. bbox=[537, 1134, 821, 1151]
directory-entry-line: stelle u. Alt. Creditverein, Steinst. 85, P. bbox=[968, 811, 1194, 828]
directory-entry-line: — W., Eisenb.-Bureau-Assistent, Fischers Allee 66, III bbox=[110, 398, 420, 415]
directory-entry-line: Karrais, C. L. P., Malergehülfe, Weidenst. 84, I. bbox=[968, 955, 1237, 972]
directory-entry-line: — J., Arbeiter, gr. Brunnenst. 154, I. bbox=[110, 470, 316, 487]
directory-entry-line: Kanitzki, O., Stellmacher, Waterloohain 12, P. bbox=[537, 1296, 797, 1313]
directory-entry-line: — H. F., Invalide, Bossenst. 10, II. bbox=[110, 452, 307, 469]
directory-entry-line: — N., Tischlergeselle, Rodenhof 11, I. bbox=[968, 1547, 1186, 1564]
directory-entry-line: Karl, Friedr., Schlachtergeselle, Norderreihe 8, I. bbox=[968, 560, 1244, 577]
column-middle bbox=[537, 237, 947, 1853]
directory-entry-line: Kaphan, S. Frl., Adolphst. 24, II. bbox=[537, 1547, 722, 1564]
directory-entry-line: — D. Frau Professor, Palmaille 1b, II. bbox=[110, 1780, 325, 1797]
